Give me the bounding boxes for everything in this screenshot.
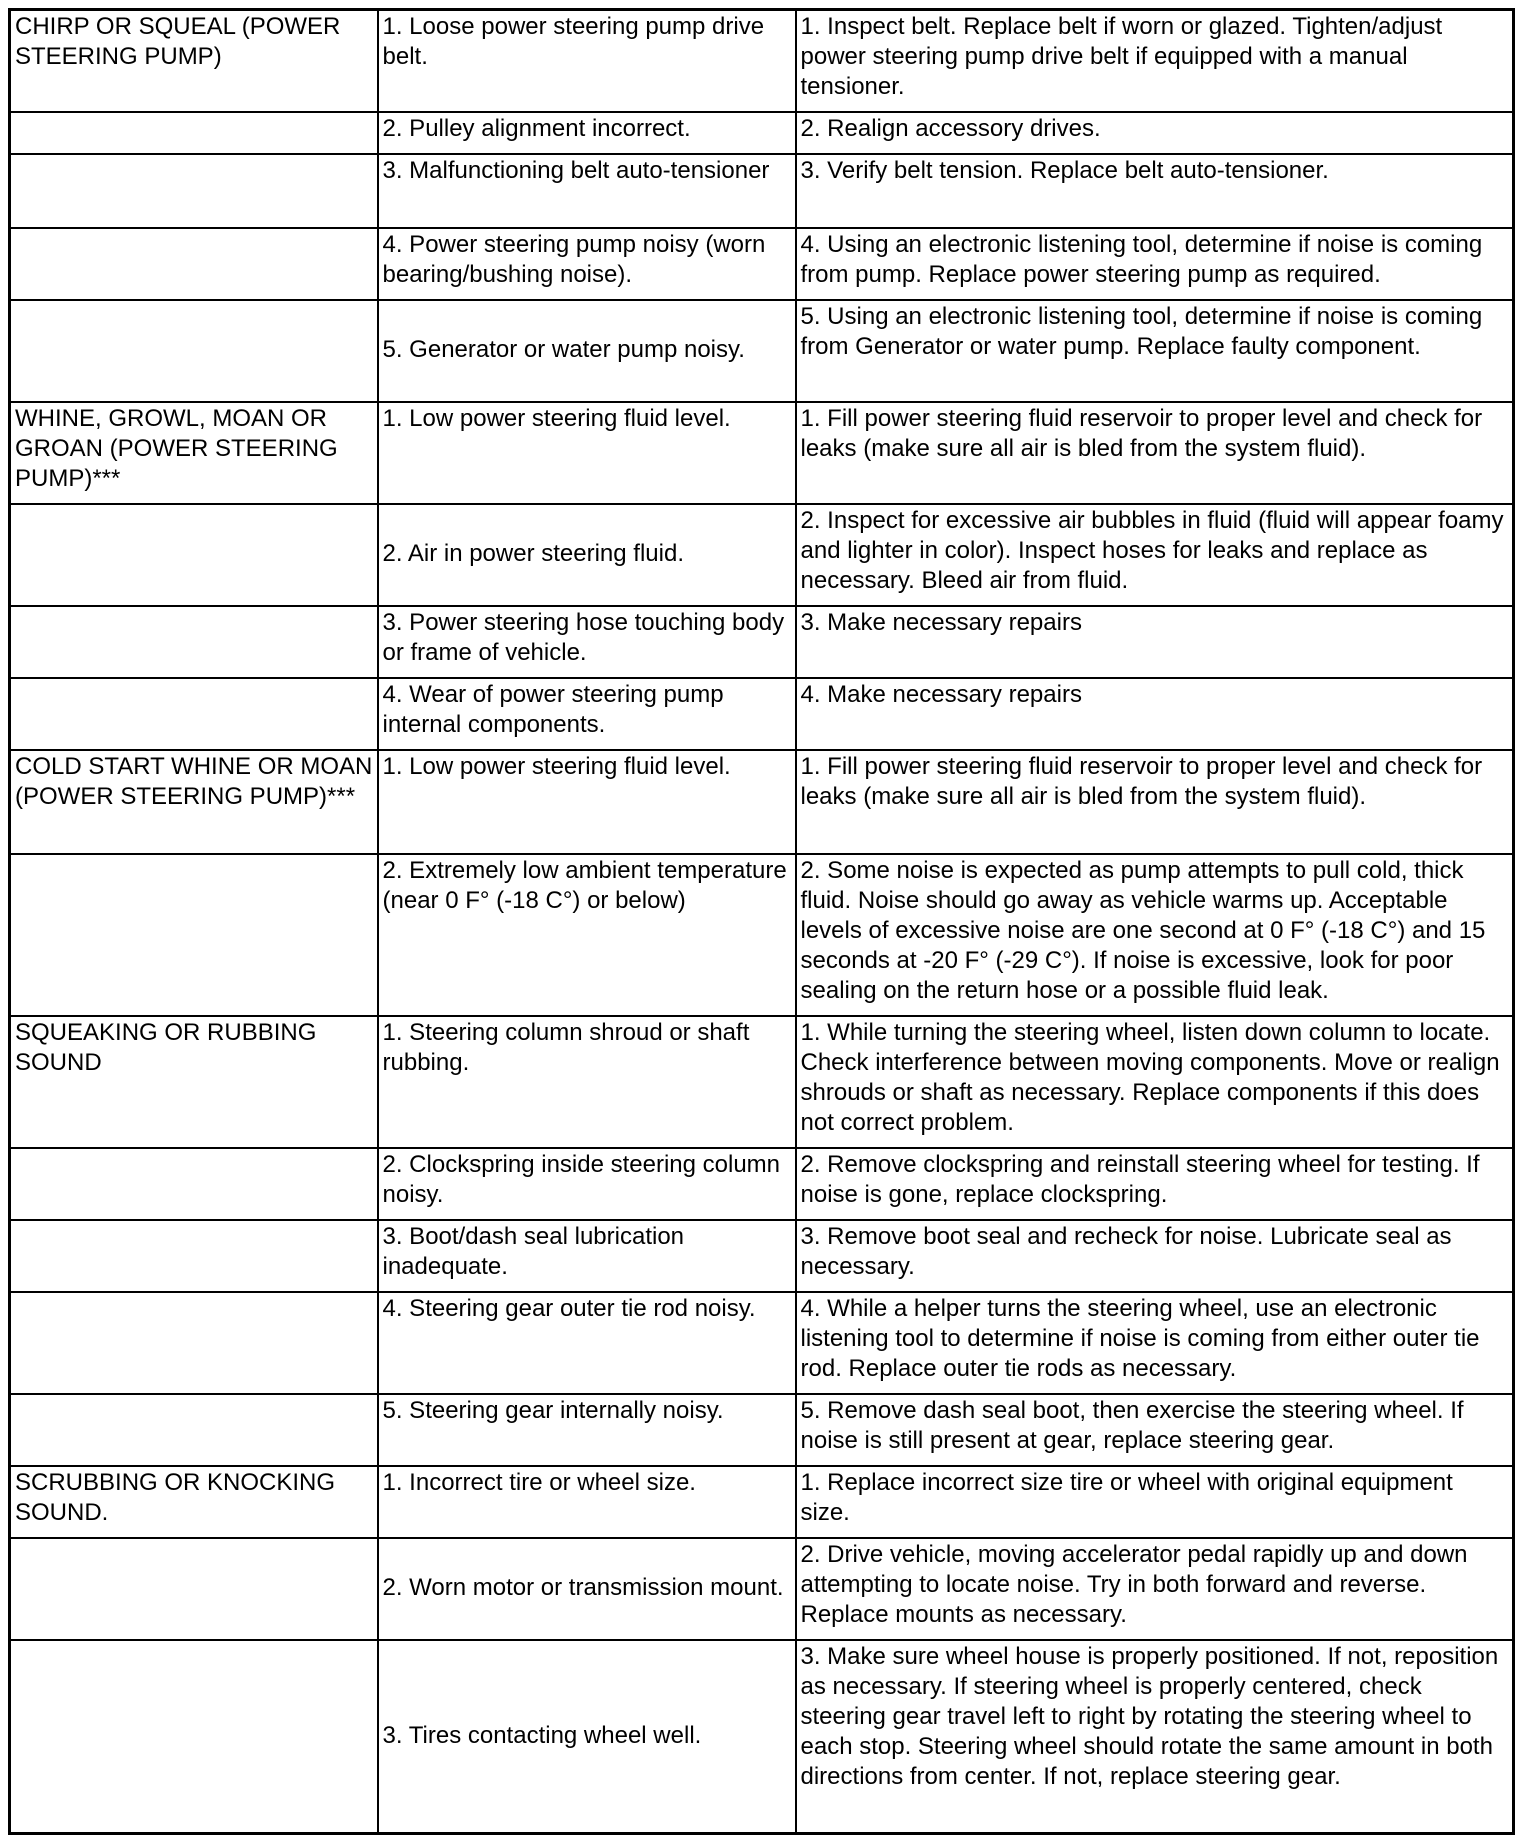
table-row: [10, 1016, 1514, 1148]
table-row: [10, 1538, 1514, 1640]
condition-cell: [10, 1220, 378, 1292]
table-row: [10, 228, 1514, 300]
cause-cell: 3. Malfunctioning belt auto-tensioner: [378, 154, 796, 228]
cause-cell: 3. Power steering hose touching body or frame of vehicle.: [378, 606, 796, 678]
table-row: [10, 854, 1514, 1016]
condition-cell: CHIRP OR SQUEAL (POWER STEERING PUMP): [10, 10, 378, 112]
table-row: [10, 1220, 1514, 1292]
correction-cell: 2. Some noise is expected as pump attempts to pull cold, thick fluid. Noise should go away as vehicle warms up. Acceptable levels of excessive noise are one second at 0 F° (-18 C°) and 15 seconds at -20 F° (-29 C°). If noise is excessive, look for poor sealing on the return hose or a possible fluid leak.: [796, 854, 1514, 1016]
correction-cell: 2. Remove clockspring and reinstall steering wheel for testing. If noise is gone, replace clockspring.: [796, 1148, 1514, 1220]
condition-cell: [10, 1394, 378, 1466]
table-row: [10, 402, 1514, 504]
table-row: [10, 1148, 1514, 1220]
correction-cell: 5. Using an electronic listening tool, determine if noise is coming from Generator or water pump. Replace faulty component.: [796, 300, 1514, 402]
cause-cell: 1. Loose power steering pump drive belt.: [378, 10, 796, 112]
cause-cell: 1. Low power steering fluid level.: [378, 402, 796, 504]
cause-cell: 2. Worn motor or transmission mount.: [378, 1538, 796, 1640]
correction-cell: 1. Fill power steering fluid reservoir to proper level and check for leaks (make sure all air is bled from the system fluid).: [796, 402, 1514, 504]
condition-cell: WHINE, GROWL, MOAN OR GROAN (POWER STEERING PUMP)***: [10, 402, 378, 504]
correction-cell: 1. Fill power steering fluid reservoir to proper level and check for leaks (make sure all air is bled from the system fluid).: [796, 750, 1514, 854]
condition-cell: SQUEAKING OR RUBBING SOUND: [10, 1016, 378, 1148]
condition-cell: [10, 1148, 378, 1220]
cause-cell: 3. Boot/dash seal lubrication inadequate.: [378, 1220, 796, 1292]
condition-cell: [10, 154, 378, 228]
cause-cell: 5. Generator or water pump noisy.: [378, 300, 796, 402]
cause-cell: 1. Steering column shroud or shaft rubbing.: [378, 1016, 796, 1148]
correction-cell: 2. Realign accessory drives.: [796, 112, 1514, 154]
correction-cell: 1. Replace incorrect size tire or wheel with original equipment size.: [796, 1466, 1514, 1538]
table-row: [10, 504, 1514, 606]
correction-cell: 3. Remove boot seal and recheck for noise. Lubricate seal as necessary.: [796, 1220, 1514, 1292]
cause-cell: 4. Power steering pump noisy (worn bearing/bushing noise).: [378, 228, 796, 300]
table-row: [10, 678, 1514, 750]
cause-cell: 2. Extremely low ambient temperature (near 0 F° (-18 C°) or below): [378, 854, 796, 1016]
correction-cell: 3. Make necessary repairs: [796, 606, 1514, 678]
diagnosis-table: [8, 8, 1515, 1835]
correction-cell: 4. Using an electronic listening tool, determine if noise is coming from pump. Replace power steering pump as required.: [796, 228, 1514, 300]
condition-cell: [10, 678, 378, 750]
condition-cell: SCRUBBING OR KNOCKING SOUND.: [10, 1466, 378, 1538]
cause-cell: 2. Clockspring inside steering column noisy.: [378, 1148, 796, 1220]
correction-cell: 5. Remove dash seal boot, then exercise the steering wheel. If noise is still present at gear, replace steering gear.: [796, 1394, 1514, 1466]
condition-cell: [10, 228, 378, 300]
correction-cell: 1. While turning the steering wheel, listen down column to locate. Check interference between moving components. Move or realign shrouds or shaft as necessary. Replace components if this does not correct problem.: [796, 1016, 1514, 1148]
condition-cell: [10, 112, 378, 154]
correction-cell: 4. Make necessary repairs: [796, 678, 1514, 750]
condition-cell: [10, 606, 378, 678]
correction-cell: 2. Inspect for excessive air bubbles in fluid (fluid will appear foamy and lighter in color). Inspect hoses for leaks and replace as necessary. Bleed air from fluid.: [796, 504, 1514, 606]
cause-cell: 1. Incorrect tire or wheel size.: [378, 1466, 796, 1538]
correction-cell: 3. Verify belt tension. Replace belt auto-tensioner.: [796, 154, 1514, 228]
table-row: [10, 112, 1514, 154]
condition-cell: [10, 300, 378, 402]
correction-cell: 4. While a helper turns the steering wheel, use an electronic listening tool to determine if noise is coming from either outer tie rod. Replace outer tie rods as necessary.: [796, 1292, 1514, 1394]
correction-cell: 3. Make sure wheel house is properly positioned. If not, reposition as necessary. If steering wheel is properly centered, check steering gear travel left to right by rotating the steering wheel to each stop. Steering wheel should rotate the same amount in both directions from center. If not, replace steering gear.: [796, 1640, 1514, 1834]
condition-cell: [10, 1538, 378, 1640]
table-row: [10, 10, 1514, 112]
table-row: [10, 1466, 1514, 1538]
table-row: [10, 1292, 1514, 1394]
table-row: [10, 300, 1514, 402]
cause-cell: 2. Air in power steering fluid.: [378, 504, 796, 606]
condition-cell: [10, 1640, 378, 1834]
condition-cell: COLD START WHINE OR MOAN (POWER STEERING PUMP)***: [10, 750, 378, 854]
table-row: [10, 1640, 1514, 1834]
table-row: [10, 1394, 1514, 1466]
correction-cell: 2. Drive vehicle, moving accelerator pedal rapidly up and down attempting to locate noise. Try in both forward and reverse. Replace mounts as necessary.: [796, 1538, 1514, 1640]
table-row: [10, 750, 1514, 854]
table-row: [10, 606, 1514, 678]
cause-cell: 1. Low power steering fluid level.: [378, 750, 796, 854]
cause-cell: 4. Steering gear outer tie rod noisy.: [378, 1292, 796, 1394]
correction-cell: 1. Inspect belt. Replace belt if worn or glazed. Tighten/adjust power steering pump drive belt if equipped with a manual tensioner.: [796, 10, 1514, 112]
cause-cell: 5. Steering gear internally noisy.: [378, 1394, 796, 1466]
table-row: [10, 154, 1514, 228]
condition-cell: [10, 1292, 378, 1394]
cause-cell: 4. Wear of power steering pump internal components.: [378, 678, 796, 750]
cause-cell: 3. Tires contacting wheel well.: [378, 1640, 796, 1834]
condition-cell: [10, 504, 378, 606]
cause-cell: 2. Pulley alignment incorrect.: [378, 112, 796, 154]
condition-cell: [10, 854, 378, 1016]
